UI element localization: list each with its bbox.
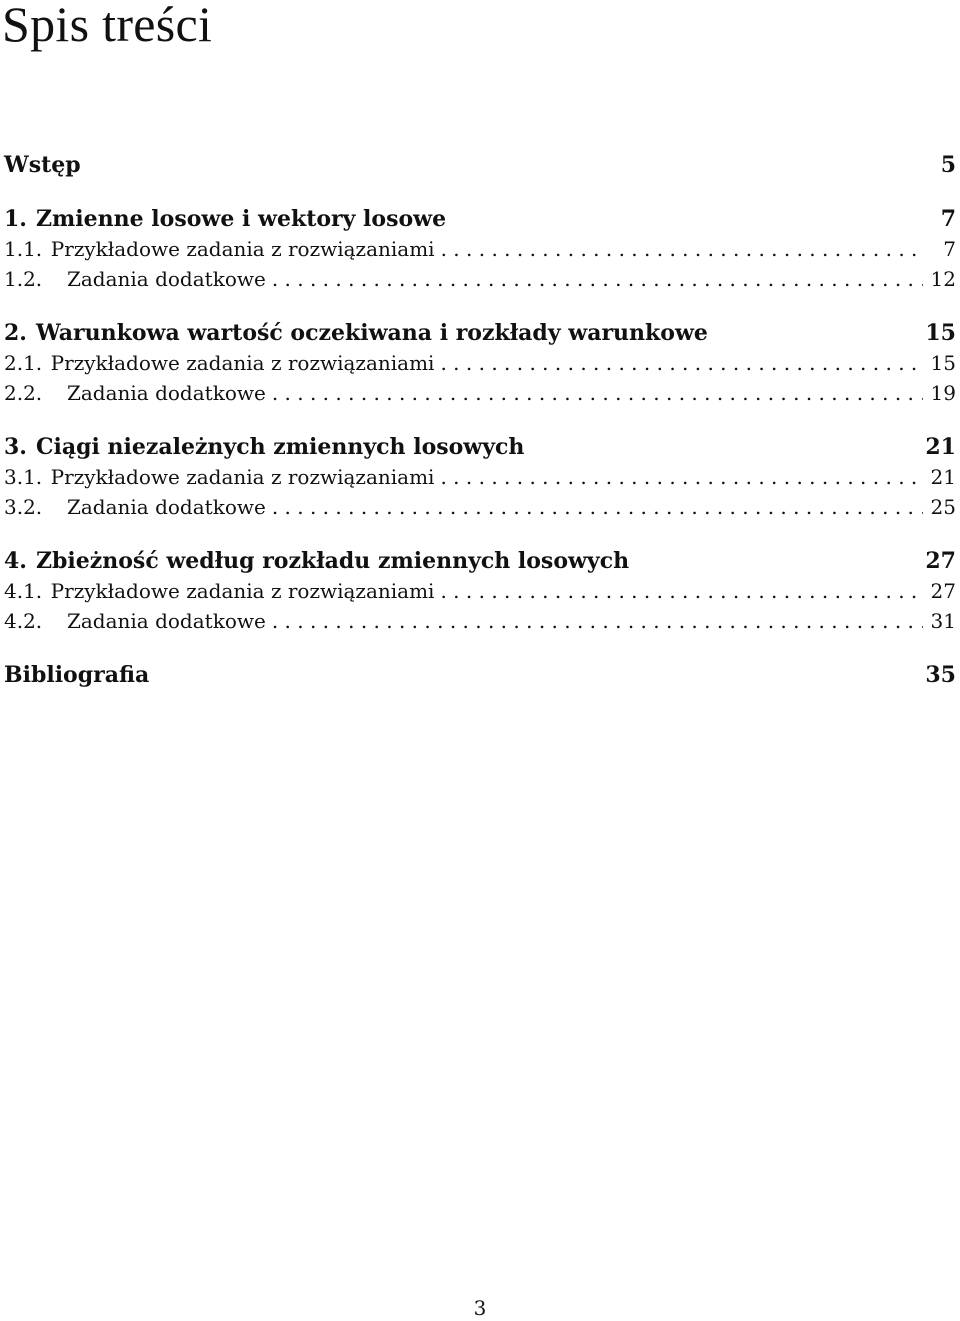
toc-section-4-1[interactable] bbox=[4, 576, 956, 606]
toc-section-1-1[interactable] bbox=[4, 234, 956, 264]
toc-entry-label: Bibliografia bbox=[4, 662, 150, 688]
toc-chapter-number: 4. bbox=[4, 548, 27, 574]
toc-chapter-number: 3. bbox=[4, 434, 27, 460]
toc-entry-intro[interactable] bbox=[4, 150, 956, 180]
toc-section-page: 27 bbox=[930, 579, 956, 603]
toc-section-number: 4.2. bbox=[4, 609, 43, 633]
toc-chapter-page: 7 bbox=[940, 206, 956, 232]
toc-section-label: Zadania dodatkowe bbox=[66, 381, 266, 405]
toc-section-label: Zadania dodatkowe bbox=[66, 495, 266, 519]
dot-leader bbox=[272, 264, 923, 294]
toc-section-label: Przykładowe zadania z rozwiązaniami bbox=[50, 351, 435, 375]
dot-leader bbox=[272, 492, 923, 522]
toc-chapter-page: 27 bbox=[925, 548, 956, 574]
toc-section-3-2[interactable] bbox=[4, 492, 956, 522]
page-title: Spis treści bbox=[2, 0, 213, 52]
toc-section-number: 2.1. bbox=[4, 351, 43, 375]
toc-chapter-label: Zbieżność według rozkładu zmiennych losowych bbox=[35, 548, 630, 574]
toc-section-2-2[interactable] bbox=[4, 378, 956, 408]
toc-entry-page: 35 bbox=[925, 662, 956, 688]
toc-section-4-2[interactable] bbox=[4, 606, 956, 636]
toc-chapter-4[interactable] bbox=[4, 546, 956, 576]
toc-section-number: 3.1. bbox=[4, 465, 43, 489]
toc-section-number: 2.2. bbox=[4, 381, 43, 405]
toc-chapter-page: 15 bbox=[925, 320, 956, 346]
toc-chapter-label: Warunkowa wartość oczekiwana i rozkłady warunkowe bbox=[35, 320, 708, 346]
toc-chapter-label: Zmienne losowe i wektory losowe bbox=[35, 206, 447, 232]
dot-leader bbox=[272, 378, 923, 408]
dot-leader bbox=[441, 234, 924, 264]
toc-section-number: 1.2. bbox=[4, 267, 43, 291]
toc-section-label: Zadania dodatkowe bbox=[66, 609, 266, 633]
toc-section-page: 21 bbox=[930, 465, 956, 489]
toc-section-label: Przykładowe zadania z rozwiązaniami bbox=[50, 237, 435, 261]
dot-leader bbox=[440, 348, 922, 378]
toc-chapter-page: 21 bbox=[925, 434, 956, 460]
toc-section-page: 19 bbox=[930, 381, 956, 405]
toc-entry-page: 5 bbox=[940, 152, 956, 178]
toc-section-number: 4.1. bbox=[4, 579, 43, 603]
dot-leader bbox=[440, 462, 922, 492]
toc-section-number: 3.2. bbox=[4, 495, 43, 519]
toc-chapter-number: 1. bbox=[4, 206, 27, 232]
toc-section-page: 31 bbox=[930, 609, 956, 633]
toc-section-2-1[interactable] bbox=[4, 348, 956, 378]
dot-leader bbox=[272, 606, 923, 636]
toc-section-label: Przykładowe zadania z rozwiązaniami bbox=[50, 579, 435, 603]
toc-section-number: 1.1. bbox=[4, 237, 43, 261]
toc-chapter-2[interactable] bbox=[4, 318, 956, 348]
toc-section-3-1[interactable] bbox=[4, 462, 956, 492]
toc-section-label: Przykładowe zadania z rozwiązaniami bbox=[50, 465, 435, 489]
dot-leader bbox=[440, 576, 922, 606]
page-number: 3 bbox=[473, 1296, 487, 1320]
toc-chapter-3[interactable] bbox=[4, 432, 956, 462]
table-of-contents bbox=[4, 150, 956, 690]
toc-section-page: 7 bbox=[943, 237, 956, 261]
toc-section-page: 12 bbox=[930, 267, 956, 291]
toc-chapter-number: 2. bbox=[4, 320, 27, 346]
toc-entry-bibliography[interactable] bbox=[4, 660, 956, 690]
toc-chapter-1[interactable] bbox=[4, 204, 956, 234]
toc-section-page: 25 bbox=[930, 495, 956, 519]
toc-section-label: Zadania dodatkowe bbox=[66, 267, 266, 291]
toc-section-1-2[interactable] bbox=[4, 264, 956, 294]
toc-entry-label: Wstęp bbox=[4, 152, 81, 178]
toc-section-page: 15 bbox=[930, 351, 956, 375]
toc-chapter-label: Ciągi niezależnych zmiennych losowych bbox=[35, 434, 525, 460]
